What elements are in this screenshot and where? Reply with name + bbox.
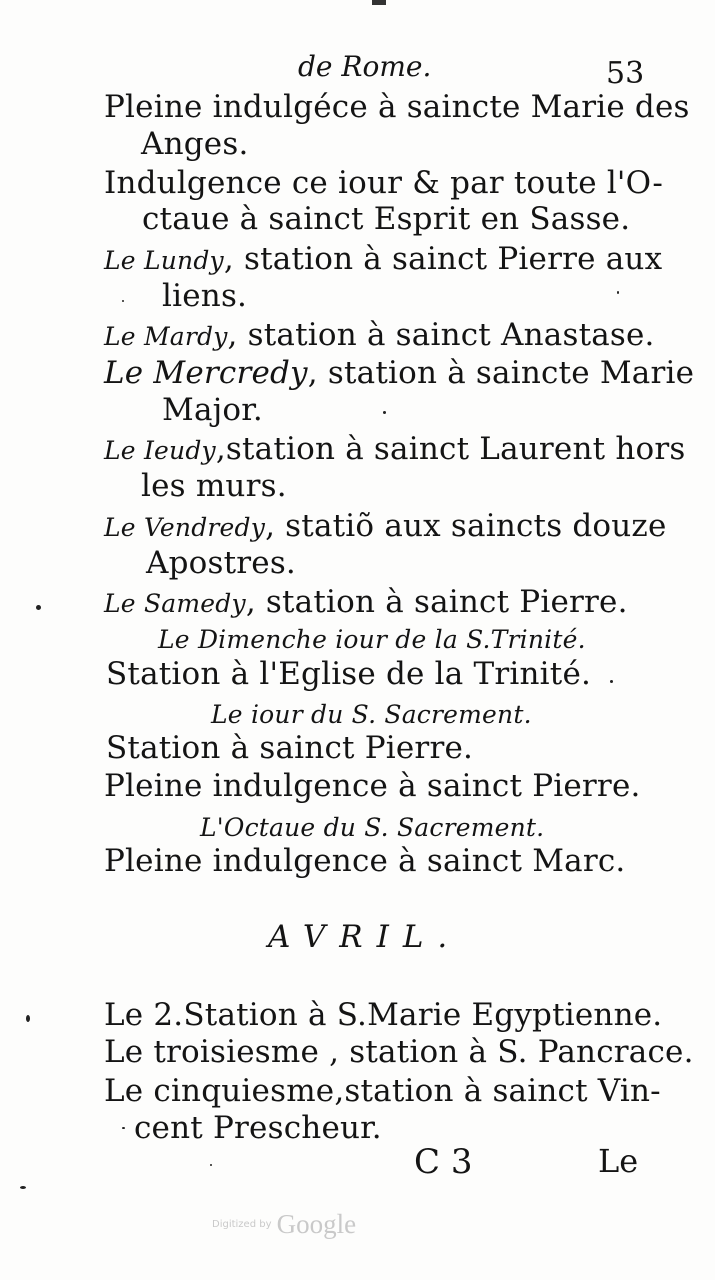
station-text: , station à sainct Anastase.: [227, 317, 655, 353]
scan-speck: [122, 300, 124, 302]
scan-speck: [610, 680, 613, 683]
scan-speck: [383, 411, 386, 414]
watermark-prefix: Digitized by: [212, 1219, 272, 1230]
month-heading: AVRIL.: [268, 919, 462, 955]
text-line: Anges.: [141, 126, 249, 162]
text-line: Station à sainct Pierre.: [106, 730, 474, 766]
signature-mark: C 3: [414, 1142, 473, 1182]
scan-speck: [122, 1127, 125, 1129]
google-logo: Google: [276, 1209, 357, 1239]
text-line: Pleine indulgence à sainct Marc.: [104, 843, 626, 879]
scan-speck: [20, 1186, 26, 1189]
google-watermark: [212, 1209, 356, 1240]
scan-speck: [210, 1164, 212, 1166]
station-text: , statiõ aux saincts douze: [265, 508, 667, 544]
text-line: [104, 316, 655, 356]
text-line: les murs.: [141, 468, 287, 504]
day-name: Le Vendredy: [104, 513, 266, 542]
day-name: Le Mercredy: [104, 355, 308, 391]
text-line: Apostres.: [146, 545, 296, 581]
section-heading: Le iour du S. Sacrement.: [211, 700, 532, 729]
text-line: [104, 354, 694, 392]
catchword: Le: [598, 1142, 639, 1180]
scan-speck: [36, 605, 41, 610]
running-title: de Rome.: [298, 50, 432, 83]
text-line: [104, 240, 662, 280]
text-line: [104, 430, 686, 470]
top-edge-mark: [372, 0, 386, 5]
day-name: Le Lundy: [104, 246, 224, 275]
text-line: [104, 507, 667, 547]
text-line: cent Prescheur.: [134, 1110, 382, 1146]
page-number: 53: [606, 56, 645, 91]
section-heading: Le Dimenche iour de la S.Trinité.: [158, 625, 586, 654]
day-name: Le Mardy: [104, 322, 228, 351]
day-name: Le Samedy: [104, 589, 246, 618]
text-line: Major.: [162, 392, 263, 428]
station-text: , station à saincte Marie: [307, 355, 695, 391]
station-text: , station à sainct Pierre aux: [223, 241, 663, 277]
text-line: liens.: [162, 278, 248, 314]
section-heading: L'Octaue du S. Sacrement.: [200, 813, 545, 842]
station-text: ,station à sainct Laurent hors: [215, 431, 686, 467]
day-name: Le Ieudy: [104, 436, 216, 465]
text-line: Indulgence ce iour & par toute l'O-: [104, 165, 664, 201]
station-text: , station à sainct Pierre.: [245, 584, 628, 620]
text-line: Pleine indulgence à sainct Pierre.: [104, 768, 641, 804]
text-line: [104, 583, 628, 623]
text-line: Pleine indulgéce à saincte Marie des: [104, 89, 690, 125]
text-line: Le cinquiesme,station à sainct Vin-: [104, 1073, 661, 1109]
scan-speck: [26, 1015, 30, 1022]
text-line: ctaue à sainct Esprit en Sasse.: [142, 201, 631, 237]
scan-speck: [617, 291, 619, 294]
text-line: Station à l'Eglise de la Trinité.: [106, 656, 592, 692]
text-line: Le troisiesme , station à S. Pancrace.: [104, 1034, 694, 1070]
text-line: Le 2.Station à S.Marie Egyptienne.: [104, 997, 663, 1033]
